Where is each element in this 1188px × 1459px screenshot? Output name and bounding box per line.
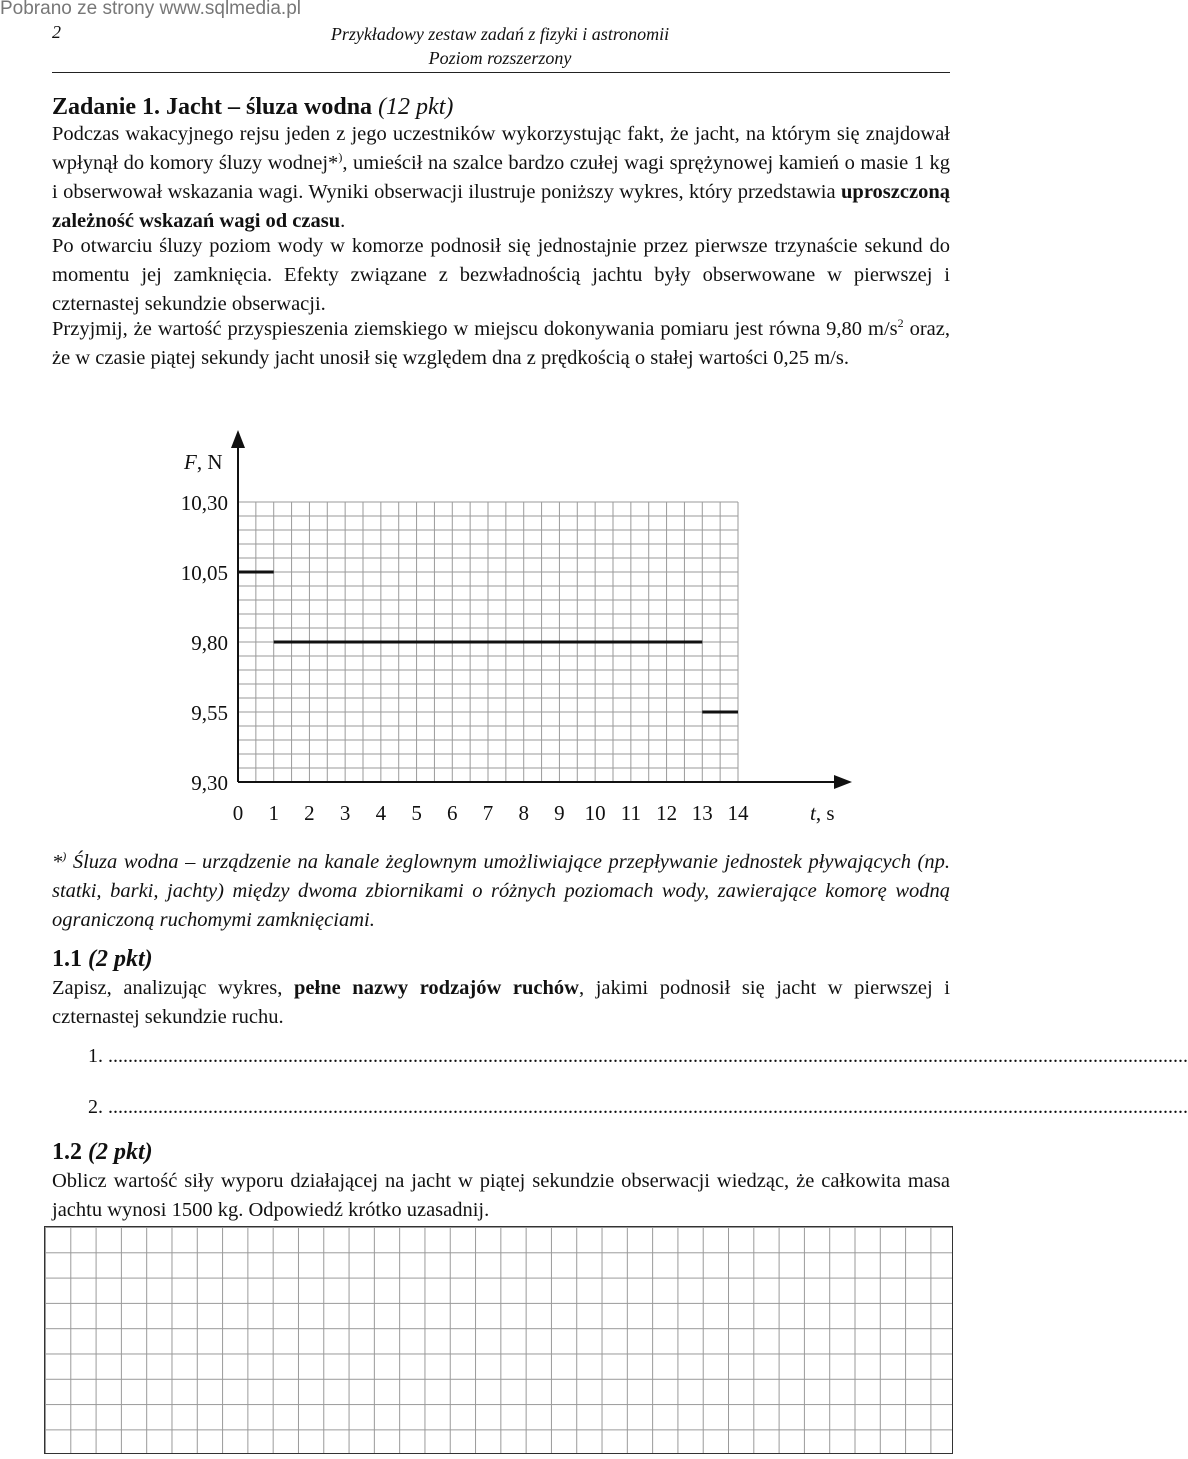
- x-tick-label: 9: [554, 801, 565, 825]
- x-tick-label: 12: [656, 801, 678, 825]
- force-time-chart: [0, 420, 960, 840]
- chart-y-ticks: [181, 491, 228, 795]
- question-1-text: [52, 974, 950, 1032]
- footnote-text: Śluza wodna – urządzenie na kanale żeglownym umożliwiające przepływanie jednostek pływających (np. statki, barki, jachty) między dwoma zbiornikami o różnych poziomach wody, zawierające komorę wodną ograniczoną ruchomymi zamknięciami.: [52, 851, 950, 931]
- chart-x-ticks: [233, 801, 749, 825]
- header-title-line2: Poziom rozszerzony: [428, 48, 572, 68]
- task-p1-bold: uproszczoną zależność wskazań wagi od czasu: [52, 181, 950, 232]
- x-tick-label: 0: [232, 801, 244, 825]
- answer-line-1[interactable]: 1. ........................................................................................................................................................................................................................: [88, 1045, 1188, 1067]
- x-tick-label: 3: [339, 801, 351, 825]
- task-p1-text-b: , umieścił na szalce bardzo czułej wagi sprężynowej kamień o masie 1 kg i obserwował wskazania wagi. Wyniki obserwacji ilustruje poniższy wykres, który przedstawia: [52, 152, 950, 203]
- answer-grid[interactable]: [44, 1226, 953, 1454]
- x-tick-label: 14: [727, 801, 749, 825]
- question-1-bold: pełne nazwy rodzajów ruchów: [294, 977, 579, 999]
- y-axis-arrow-icon: [231, 430, 245, 448]
- question-2-number: 1.2: [52, 1139, 82, 1165]
- x-axis-arrow-icon: [834, 775, 852, 789]
- x-tick-label: 8: [518, 801, 529, 825]
- footnote-marker: *: [52, 851, 63, 873]
- task-paragraph-1: [52, 120, 950, 236]
- answer-line-2[interactable]: 2. ........................................................................................................................................................................................................................: [88, 1096, 1188, 1118]
- y-tick-label: 10,30: [180, 491, 228, 515]
- x-tick-label: 7: [482, 801, 494, 825]
- x-tick-label: 6: [447, 801, 458, 825]
- watermark: Pobrano ze strony www.sqlmedia.pl: [0, 0, 301, 19]
- task-p1-text-c: .: [340, 210, 346, 232]
- footnote-ref: ): [338, 150, 343, 165]
- y-tick-label: 9,55: [191, 701, 228, 725]
- x-tick-label: 2: [304, 801, 315, 825]
- unit-exponent: 2: [897, 316, 904, 331]
- question-1-title: [52, 944, 153, 974]
- question-2-title: [52, 1137, 153, 1167]
- question-1-points: (2 pkt): [88, 946, 153, 972]
- task-paragraph-2: Po otwarciu śluzy poziom wody w komorze podnosił się jednostajnie przez pierwsze trzynaście sekund do momentu jej zamknięcia. Efekty związane z bezwładnością jachtu były obserwowane w pierwszej i czternastej sekundzie obserwacji.: [52, 235, 950, 315]
- question-1-number: 1.1: [52, 946, 82, 972]
- task-p3-text-a: Przyjmij, że wartość przyspieszenia ziemskiego w miejscu dokonywania pomiaru jest równa 9,80 m/s: [52, 318, 898, 340]
- task-paragraph-3: [52, 315, 950, 373]
- task-p1-text-a: Podczas wakacyjnego rejsu jeden z jego uczestników wykorzystując fakt, że jacht, na którym się znajdował wpłynął do komory śluzy wodnej*: [52, 123, 950, 174]
- task-p3-text-b: oraz, że w czasie piątej sekundy jacht unosił się względem dna z prędkością o stałej wartości 0,25 m/s.: [52, 318, 950, 369]
- question-1-text-a: Zapisz, analizując wykres,: [52, 977, 294, 999]
- x-tick-label: 1: [268, 801, 279, 825]
- footnote-marker-sup: ): [62, 849, 67, 864]
- x-tick-label: 11: [620, 801, 641, 825]
- x-tick-label: 10: [584, 801, 606, 825]
- y-axis-label: F, N: [184, 450, 223, 474]
- y-tick-label: 9,30: [191, 771, 228, 795]
- task-title-text: Zadanie 1. Jacht – śluza wodna: [52, 94, 373, 120]
- question-2-points: (2 pkt): [88, 1139, 153, 1165]
- header-title: [0, 22, 960, 70]
- x-tick-label: 5: [411, 801, 422, 825]
- page-number: 2: [52, 22, 61, 42]
- task-points: (12 pkt): [378, 94, 454, 120]
- question-2-text: Oblicz wartość siły wyporu działającej na jacht w piątej sekundzie obserwacji wiedząc, że całkowita masa jachtu wynosi 1500 kg. Odpowiedź krótko uzasadnij.: [52, 1170, 950, 1221]
- y-tick-label: 10,05: [180, 561, 228, 585]
- header-divider: [52, 72, 950, 73]
- task-title: [52, 92, 453, 122]
- y-tick-label: 9,80: [191, 631, 228, 655]
- header-title-line1: Przykładowy zestaw zadań z fizyki i astronomii: [330, 24, 670, 44]
- x-axis-label: t, s: [810, 801, 835, 825]
- x-tick-label: 13: [691, 801, 713, 825]
- footnote: [52, 848, 950, 935]
- question-1-text-b: , jakimi podnosił się jacht w pierwszej i czternastej sekundzie ruchu.: [52, 977, 950, 1028]
- x-tick-label: 4: [375, 801, 387, 825]
